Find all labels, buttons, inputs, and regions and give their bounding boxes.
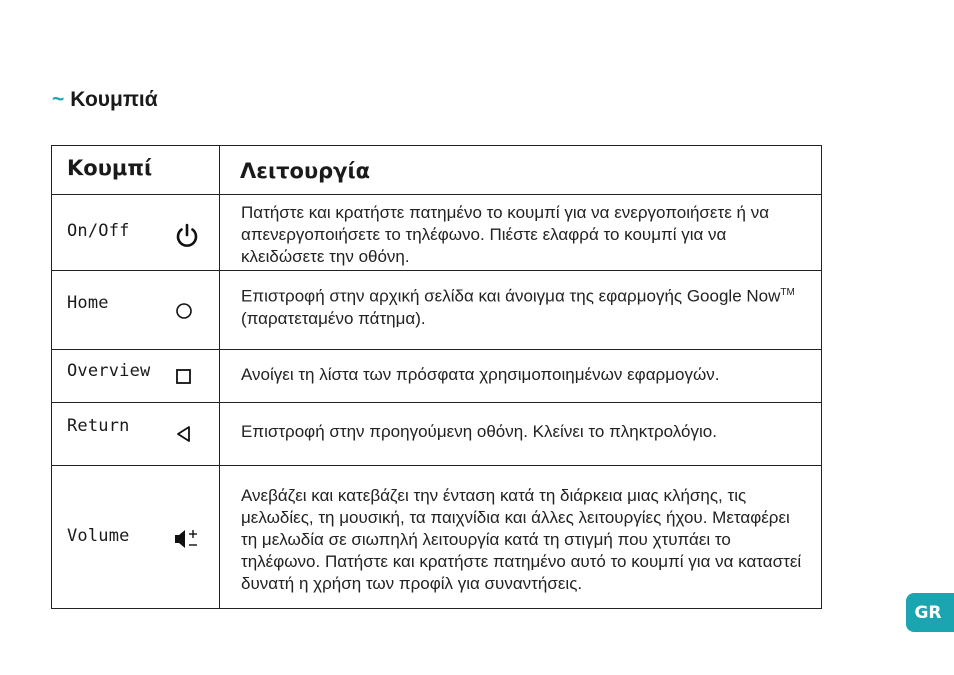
header-button: Κουμπί [52, 146, 220, 195]
button-name: On/Off [67, 221, 130, 241]
function-cell [220, 195, 822, 271]
language-badge: GR [906, 593, 954, 632]
button-name: Overview [67, 361, 151, 381]
power-icon [174, 222, 200, 255]
table-row [52, 271, 822, 350]
section-title [52, 88, 158, 112]
button-name: Return [67, 416, 130, 436]
function-cell [220, 350, 822, 403]
volume-icon [174, 527, 202, 556]
overview-square-icon [174, 367, 194, 392]
function-description: Επιστροφή στην αρχική σελίδα και άνοιγμα της εφαρμογής Google Now™ (παρατεταμένο πάτημα). [241, 286, 795, 328]
button-cell-overview [52, 350, 220, 403]
function-cell [220, 403, 822, 466]
section-title-text: Κουμπιά [70, 88, 158, 111]
function-description: Ανεβάζει και κατεβάζει την ένταση κατά τη διάρκεια μιας κλήσης, τις μελωδίες, τη μουσική, τα παιχνίδια και άλλες λειτουργίες ήχου. Μεταφέρει τη μελωδία σε σιωπηλή λειτουργία κατά τη στιγμή που χτυπάει το τηλέφωνο. Πατήστε και κρατήστε πατημένο αυτό το κουμπί για να καταστεί δυνατή η χρήση των προφίλ για συναντήσεις. [241, 486, 802, 593]
function-description: Ανοίγει τη λίστα των πρόσφατα χρησιμοποιημένων εφαρμογών. [241, 365, 720, 384]
home-circle-icon [174, 301, 194, 326]
back-triangle-icon [174, 424, 194, 449]
button-cell-return [52, 403, 220, 466]
buttons-table [51, 145, 822, 609]
function-description: Επιστροφή στην προηγούμενη οθόνη. Κλείνει το πληκτρολόγιο. [241, 422, 717, 441]
button-name: Home [67, 293, 109, 313]
trademark-mark: TM [780, 287, 795, 298]
function-cell [220, 466, 822, 609]
button-cell-volume [52, 466, 220, 609]
button-cell-home [52, 271, 220, 350]
tilde-mark: ~ [52, 88, 65, 111]
table-header-row [52, 146, 822, 195]
table-row [52, 466, 822, 609]
table-row [52, 350, 822, 403]
table-row [52, 403, 822, 466]
function-description: Πατήστε και κρατήστε πατημένο το κουμπί για να ενεργοποιήσετε ή να απενεργοποιήσετε το τηλέφωνο. Πιέστε ελαφρά το κουμπί για να κλειδώσετε την οθόνη. [241, 203, 770, 266]
table-row [52, 195, 822, 271]
header-function: Λειτουργία [220, 146, 822, 195]
button-cell-onoff [52, 195, 220, 271]
function-cell [220, 271, 822, 350]
button-name: Volume [67, 526, 130, 546]
